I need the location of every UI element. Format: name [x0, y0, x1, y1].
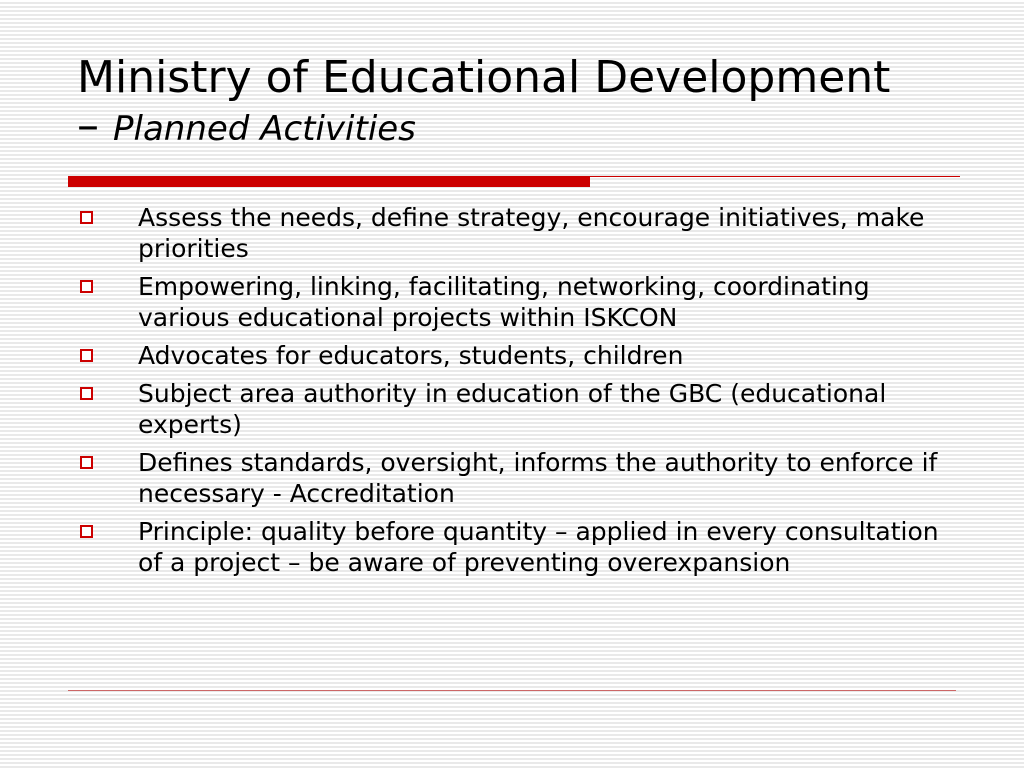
bullet-item: [76, 202, 966, 264]
bullet-text: Assess the needs, define strategy, encourage initiatives, make priorities: [138, 203, 925, 263]
title-line-2: [77, 100, 977, 151]
hollow-square-bullet-icon: [80, 280, 93, 293]
title-main: Ministry of Educational Development: [77, 52, 891, 103]
hollow-square-bullet-icon: [80, 456, 93, 469]
bullet-item: [76, 378, 966, 440]
title-underline-thin: [590, 176, 960, 177]
bullet-text: Principle: quality before quantity – applied in every consultation of a project – be aware of preventing overexpansion: [138, 517, 939, 577]
hollow-square-bullet-icon: [80, 211, 93, 224]
slide-title: [77, 52, 977, 151]
bullet-item: [76, 340, 966, 371]
bullet-item: [76, 447, 966, 509]
bullet-list: [76, 202, 966, 585]
footer-divider: [68, 690, 956, 691]
bullet-text: Defines standards, oversight, informs the authority to enforce if necessary - Accreditation: [138, 448, 938, 508]
bullet-text: Empowering, linking, facilitating, networking, coordinating various educational projects within ISKCON: [138, 272, 870, 332]
bullet-item: [76, 516, 966, 578]
bullet-text: Subject area authority in education of the GBC (educational experts): [138, 379, 887, 439]
title-subtitle: Planned Activities: [113, 109, 416, 149]
hollow-square-bullet-icon: [80, 387, 93, 400]
hollow-square-bullet-icon: [80, 349, 93, 362]
hollow-square-bullet-icon: [80, 525, 93, 538]
bullet-item: [76, 271, 966, 333]
title-dash: –: [77, 100, 99, 151]
title-underline-thick: [68, 176, 590, 187]
bullet-text: Advocates for educators, students, children: [138, 341, 684, 370]
